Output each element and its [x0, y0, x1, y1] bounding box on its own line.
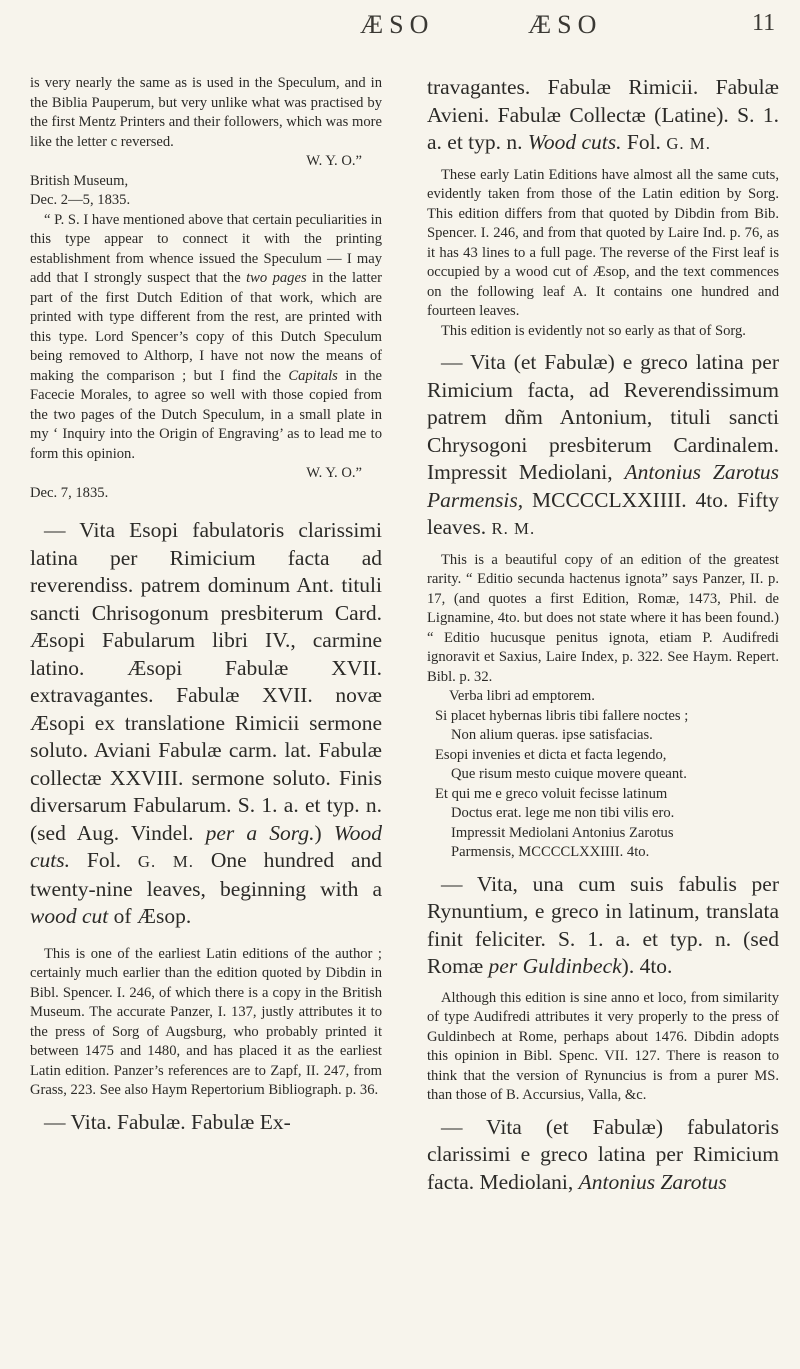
verse-line: Parmensis, MCCCCLXXIIII. 4to.: [451, 844, 650, 860]
verse-line: Et qui me e greco voluit fecisse latinum: [435, 785, 668, 802]
catalogue-entry: — Vita, una cum suis fabulis per Rynuntium, e greco in latinum, translata finit feliciter. S. 1. a. et typ. n. (sed Romæ per Guldinbeck). 4to.: [427, 871, 779, 978]
postscript: “ P. S. I have mentioned above that certain peculiarities in this type appear to connect it with the printing establishment from whence issued the Speculum — I may add that I strongly suspect that the two pages in the latter part of the first Dutch Edition of that work, which are printed with type different from the rest, are printed with this type. Lord Spencer’s copy of this Dutch Speculum being removed to Althorp, I have not now the means of making the comparison ; but I find the Capitals in the Facecie Morales, to agree so well with those copied from the two pages of the Dutch Speculum, in a small plate in my ‘ Inquiry into the Origin of Engraving’ as to lead me to form this opinion.: [30, 211, 382, 462]
verse-line: Que risum mesto cuique movere queant.: [451, 766, 687, 782]
verse-line: Impressit Mediolani Antonius Zarotus: [451, 824, 674, 841]
verse-line: Esopi invenies et dicta et facta legendo,: [435, 746, 667, 763]
verse-line: Doctus erat. lege me non tibi vilis ero.: [451, 805, 675, 821]
verse-line: Non alium queras. ipse satisfacias.: [451, 727, 653, 743]
signature: W. Y. O.”: [306, 153, 362, 169]
paragraph-continued: is very nearly the same as is used in the Speculum, and in the Biblia Pauperum, but very unlike what was practised by the first Mentz Printers and their followers, which was more like the letter c reversed.: [30, 75, 382, 150]
letter-date: Dec. 7, 1835.: [30, 484, 109, 501]
running-header: [0, 0, 800, 70]
letter-date: Dec. 2—5, 1835.: [30, 192, 131, 208]
entry-note: This is one of the earliest Latin editions of the author ; certainly much earlier than the edition quoted by Dibdin in Bibl. Spencer. I. 246, of which there is a copy in the British Museum. The accurate Panzer, I. 137, justly attributes it to the press of Sorg of Augsburg, who probably printed it between 1475 and 1480, and has placed it as the earliest Latin edition. Panzer’s references are to Zapf, II. 247, from Grass, 223. See also Haym Repertorium Bibliograph. p. 36.: [30, 945, 382, 1098]
entry-note: These early Latin Editions have almost all the same cuts, evidently taken from those of the Latin edition by Sorg. This edition differs from that quoted by Dibdin from Bib. Spencer. I. 246, and from that quoted by Laire Ind. p. 76, as it has 43 lines to a full page. The reverse of the First leaf is occupied by a wood cut of Æsop, and the text commences on the following leaf A. It contains one hundred and fourteen leaves.: [427, 166, 779, 319]
catalogue-entry-start: — Vita. Fabulæ. Fabulæ Ex-: [44, 1109, 291, 1134]
verse-line: Verba libri ad emptorem.: [449, 688, 595, 704]
letter-place: British Museum,: [30, 172, 129, 189]
page-number: 11: [752, 10, 776, 36]
catalogue-entry: — Vita (et Fabulæ) e greco latina per Rimicium facta, ad Reverendissimum patrem dñm Antonium, tituli sancti Chrysogoni presbiterum Cardinalem. Impressit Mediolani, Antonius Zarotus Parmensis, MCCCCLXXIIII. 4to. Fifty leaves. R. M.: [427, 350, 779, 539]
entry-note: Although this edition is sine anno et loco, from similarity of type Audifredi attributes it very properly to the press of Guldinbech at Rome, perhaps about 1476. Dibdin adopts this opinion in Bibl. Spenc. VII. 127. There is reason to think that the version of Rynuncius is from a purer MS. than those of B. Accursius, Valla, &c.: [427, 989, 779, 1103]
running-title-left: ÆSO: [360, 10, 435, 39]
catalogue-entry: — Vita Esopi fabulatoris clarissimi latina per Rimicium facta ad reverendiss. patrem dominum Ant. tituli sancti Chrisogonum presbiterum Card. Æsopi Fabularum libri IV., carmine latino. Æsopi Fabulæ XVII. extravagantes. Fabulæ XVII. novæ Æsopi ex translatione Rimicii sermone soluto. Aviani Fabulæ carm. lat. Fabulæ collectæ XXVIII. sermone soluto. Finis diversarum Fabularum. S. 1. a. et typ. n. (sed Aug. Vindel. per a Sorg.) Wood cuts. Fol. G. M. One hundred and twenty-nine leaves, beginning with a wood cut of Æsop.: [30, 518, 383, 928]
left-column: [30, 74, 382, 1136]
running-title-right: ÆSO: [528, 10, 603, 39]
verse-quotation: [427, 687, 779, 863]
verse-line: Si placet hybernas libris tibi fallere noctes ;: [435, 707, 689, 724]
signature: W. Y. O.”: [306, 465, 362, 481]
right-column: [427, 74, 779, 1196]
entry-note: This is a beautiful copy of an edition of the greatest rarity. “ Editio secunda hactenus ignota” says Panzer, II. p. 17, (and quotes a first Edition, Romæ, 1473, Phil. de Lignamine, 4to. but does not state where it has been found.) “ Editio hucusque penitus ignota, etiam P. Audifredi ignoravit et Saxius, Laire Index, p. 322. See Haym. Repert. Bibl. p. 32.: [427, 551, 779, 685]
catalogue-entry-continued: travagantes. Fabulæ Rimicii. Fabulæ Avieni. Fabulæ Collectæ (Latine). S. 1. a. et typ. n. Wood cuts. Fol. G. M.: [427, 75, 779, 154]
catalogue-entry: — Vita (et Fabulæ) fabulatoris clarissimi e greco latina per Rimicium facta. Mediolani, Antonius Zarotus: [427, 1114, 779, 1194]
entry-note: This edition is evidently not so early as that of Sorg.: [441, 322, 746, 339]
